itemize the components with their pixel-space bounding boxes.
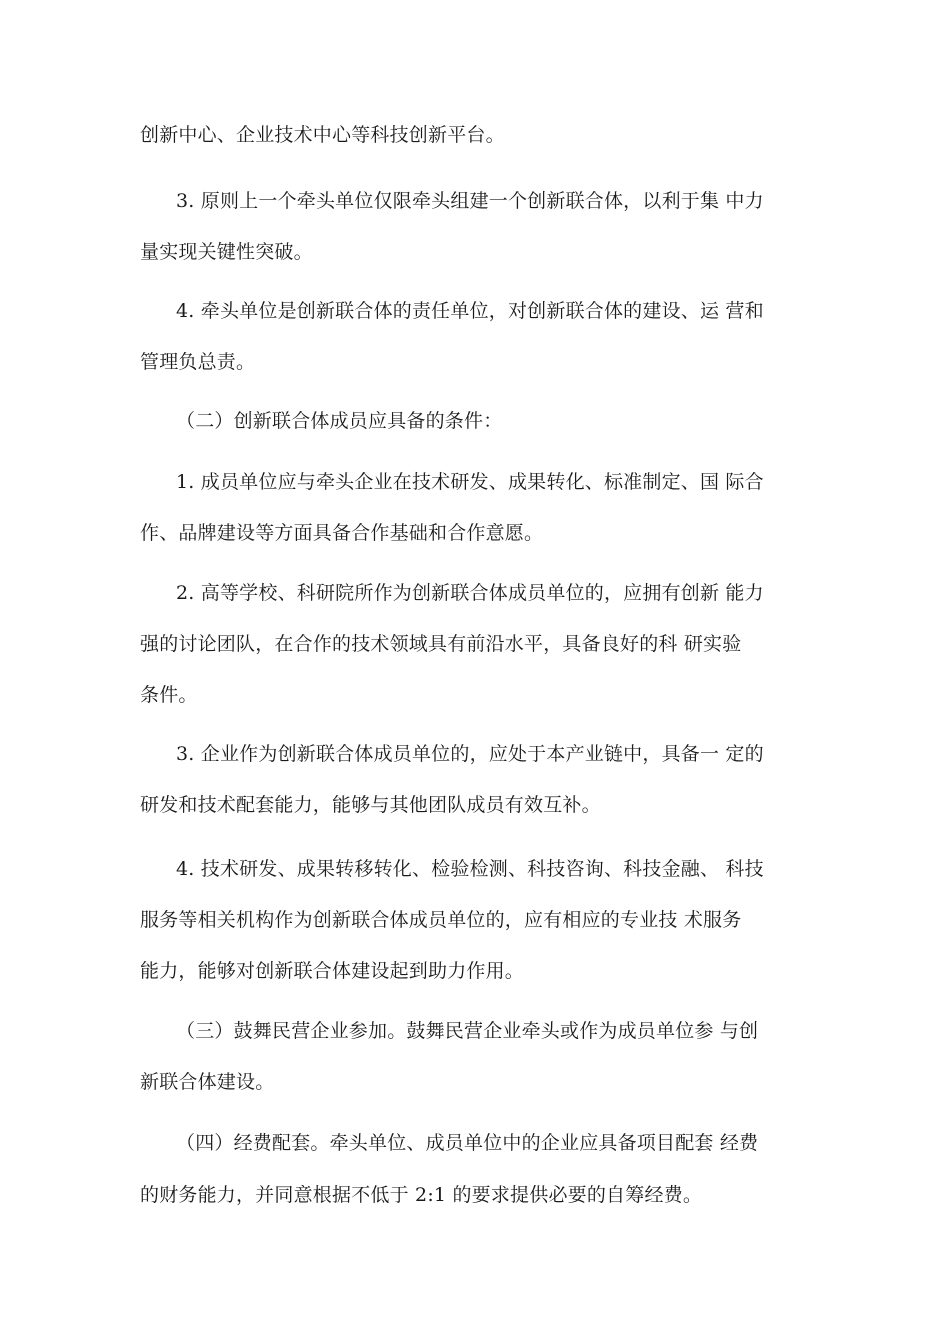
text-line-3: 量实现关键性突破。 [140,241,313,263]
text-line-4: 4. 牵头单位是创新联合体的责任单位，对创新联合体的建设、运 营和 [176,300,764,322]
text-line-18: 新联合体建设。 [140,1071,275,1093]
section-heading-2: （二）创新联合体成员应具备的条件： [176,410,503,432]
text-line-14: 4. 技术研发、成果转移转化、检验检测、科技咨询、科技金融、 科技 [176,858,764,880]
section-heading-4: （四）经费配套。牵头单位、成员单位中的企业应具备项目配套 经费 [176,1132,759,1154]
text-line-7: 1. 成员单位应与牵头企业在技术研发、成果转化、标准制定、国 际合 [176,471,764,493]
text-line-11: 条件。 [140,684,198,706]
text-line-1: 创新中心、企业技术中心等科技创新平台。 [140,124,505,146]
text-line-13: 研发和技术配套能力，能够与其他团队成员有效互补。 [140,794,601,816]
text-line-5: 管理负总责。 [140,351,256,373]
text-line-16: 能力，能够对创新联合体建设起到助力作用。 [140,960,525,982]
text-line-12: 3. 企业作为创新联合体成员单位的，应处于本产业链中，具备一 定的 [176,743,764,765]
text-line-9: 2. 高等学校、科研院所作为创新联合体成员单位的，应拥有创新 能力 [176,582,764,604]
text-line-10: 强的讨论团队，在合作的技术领域具有前沿水平，具备良好的科 研实验 [140,633,742,655]
section-heading-3: （三）鼓舞民营企业参加。鼓舞民营企业牵头或作为成员单位参 与创 [176,1020,759,1042]
text-line-20: 的财务能力，并同意根据不低于 2:1 的要求提供必要的自筹经费。 [140,1184,703,1206]
text-line-8: 作、品牌建设等方面具备合作基础和合作意愿。 [140,522,544,544]
text-line-15: 服务等相关机构作为创新联合体成员单位的，应有相应的专业技 术服务 [140,909,742,931]
text-line-2: 3. 原则上一个牵头单位仅限牵头组建一个创新联合体，以利于集 中力 [176,190,764,212]
